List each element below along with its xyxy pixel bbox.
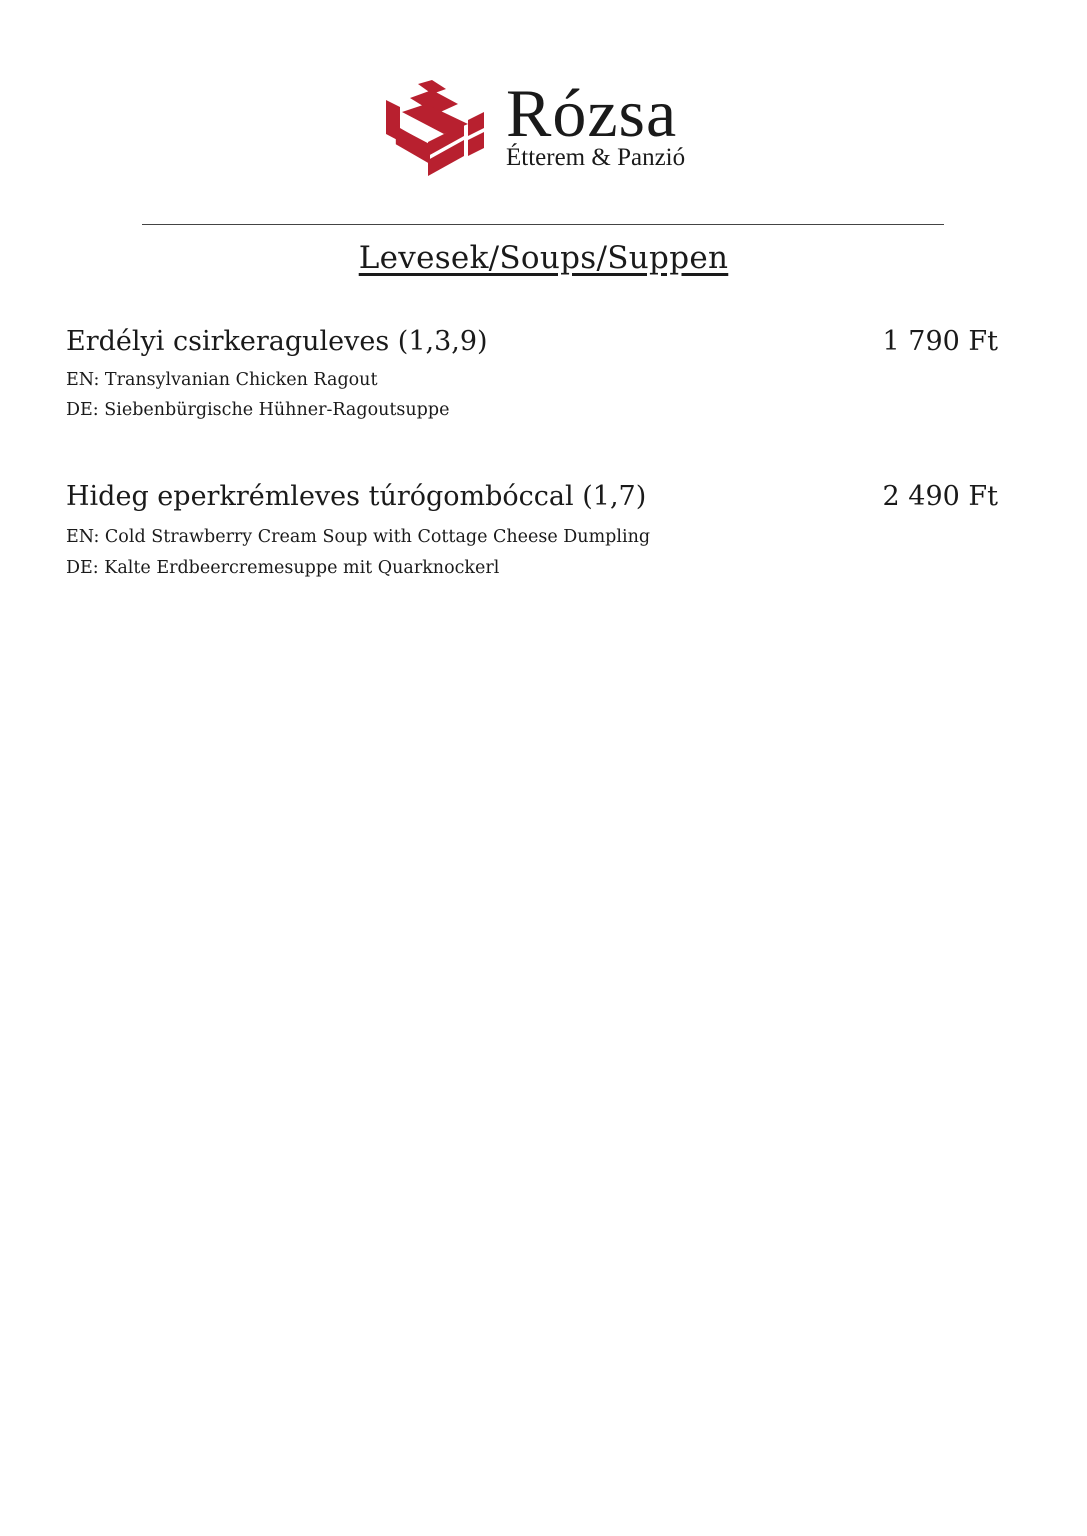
rose-cube-logo-icon [384,80,486,180]
item-name: Hideg eperkrémleves túrógombóccal (1,7) [66,481,647,512]
menu-item [66,326,998,420]
restaurant-logo [384,75,714,180]
brand-subtitle: Étterem & Panzió [506,144,686,171]
header-divider [142,224,944,225]
item-name: Erdélyi csirkeraguleves (1,3,9) [66,326,488,357]
item-price: 2 490 Ft [882,481,998,512]
item-translation-de: DE: Siebenbürgische Hühner-Ragoutsuppe [66,400,450,420]
brand-name: Rózsa [506,75,678,151]
item-translation-de: DE: Kalte Erdbeercremesuppe mit Quarknockerl [66,558,500,578]
item-translation-en: EN: Transylvanian Chicken Ragout [66,370,378,390]
menu-item [66,481,998,578]
section-title: Levesek/Soups/Suppen [358,240,729,276]
item-price: 1 790 Ft [882,326,998,357]
item-translation-en: EN: Cold Strawberry Cream Soup with Cottage Cheese Dumpling [66,527,651,547]
